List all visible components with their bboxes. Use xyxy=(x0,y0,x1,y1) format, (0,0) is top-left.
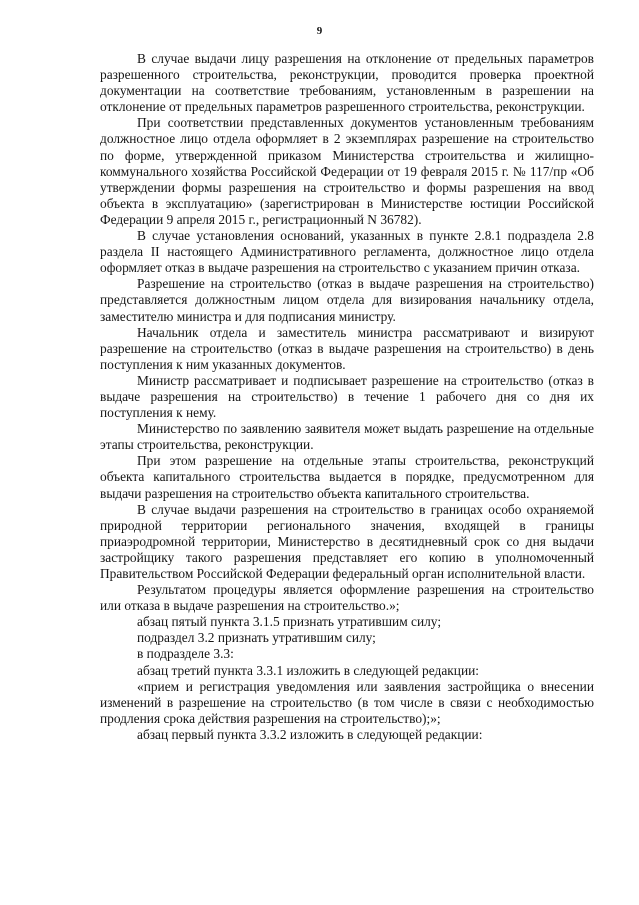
paragraph-head-review: Начальник отдела и заместитель министра рассматривают и визируют разрешение на строительство (отказ в выдаче разрешения на строительство) в день поступления к ним указанных документов. xyxy=(100,324,594,372)
paragraph-procedure-result: Результатом процедуры является оформление разрешения на строительство или отказа в выдаче разрешения на строительство.»; xyxy=(100,582,594,614)
paragraph-amendment-3-2: подраздел 3.2 признать утратившим силу; xyxy=(137,630,376,646)
paragraph-amendment-3-3-2: абзац первый пункта 3.3.2 изложить в следующей редакции: xyxy=(137,726,483,742)
paragraph-permit-approval: Разрешение на строительство (отказ в выдаче разрешения на строительство) представляется должностным лицом отдела для визирования начальнику отдела, заместителю министра и для подписания министру. xyxy=(100,276,594,324)
paragraph-protected-territory: В случае выдачи разрешения на строительство в границах особо охраняемой природной территории регионального значения, входящей в границы приаэродромной территории, Министерство в десятидневный срок со дня выдачи застройщику такого разрешения представляет его копию в уполномоченный Правительством Российской Федерации федеральный орган исполнительной власти. xyxy=(100,501,594,581)
paragraph-refusal-grounds: В случае установления оснований, указанных в пункте 2.8.1 подраздела 2.8 раздела II настоящего Административного регламента, должностное лицо отдела оформляет отказ в выдаче разрешения на строительство с указанием причин отказа. xyxy=(100,228,594,276)
document-body xyxy=(100,51,594,743)
paragraph-subsection-3-3: в подразделе 3.3: xyxy=(137,646,234,662)
paragraph-quoted-wording: «прием и регистрация уведомления или заявления застройщика о внесении изменений в разрешение на строительство (в том числе в связи с необходимостью продления срока действия разрешения на строительство);»; xyxy=(100,678,594,726)
paragraph-deviation-check: В случае выдачи лицу разрешения на отклонение от предельных параметров разрешенного строительства, реконструкции, проводится проверка проектной документации на соответствие требованиям, установленным в разрешении на отклонение от предельных параметров разрешенного строительства, реконструкции. xyxy=(100,51,594,115)
paragraph-permit-issuance: При соответствии представленных документов установленным требованиям должностное лицо отдела оформляет в 2 экземплярах разрешение на строительство по форме, утвержденной приказом Министерства строительства и жилищно-коммунального хозяйства Российской Федерации от 19 февраля 2015 г. № 117/пр «Об утверждении формы разрешения на строительство и формы разрешения на ввод объекта в эксплуатацию» (зарегистрирован в Министерстве юстиции Российской Федерации 9 апреля 2015 г., регистрационный N 36782). xyxy=(100,115,594,227)
page-number: 9 xyxy=(316,25,323,37)
paragraph-stage-permit: Министерство по заявлению заявителя может выдать разрешение на отдельные этапы строительства, реконструкции. xyxy=(100,421,594,453)
paragraph-amendment-3-3-1: абзац третий пункта 3.3.1 изложить в следующей редакции: xyxy=(137,662,479,678)
paragraph-stage-procedure: При этом разрешение на отдельные этапы строительства, реконструкций объекта капитального строительства выдается в порядке, предусмотренном для выдачи разрешения на строительство объекта капитального строительства. xyxy=(100,453,594,501)
paragraph-amendment-3-1-5: абзац пятый пункта 3.1.5 признать утратившим силу; xyxy=(137,614,442,630)
paragraph-minister-signature: Министр рассматривает и подписывает разрешение на строительство (отказ в выдаче разрешения на строительство) в течение 1 рабочего дня со дня их поступления к нему. xyxy=(100,372,594,421)
